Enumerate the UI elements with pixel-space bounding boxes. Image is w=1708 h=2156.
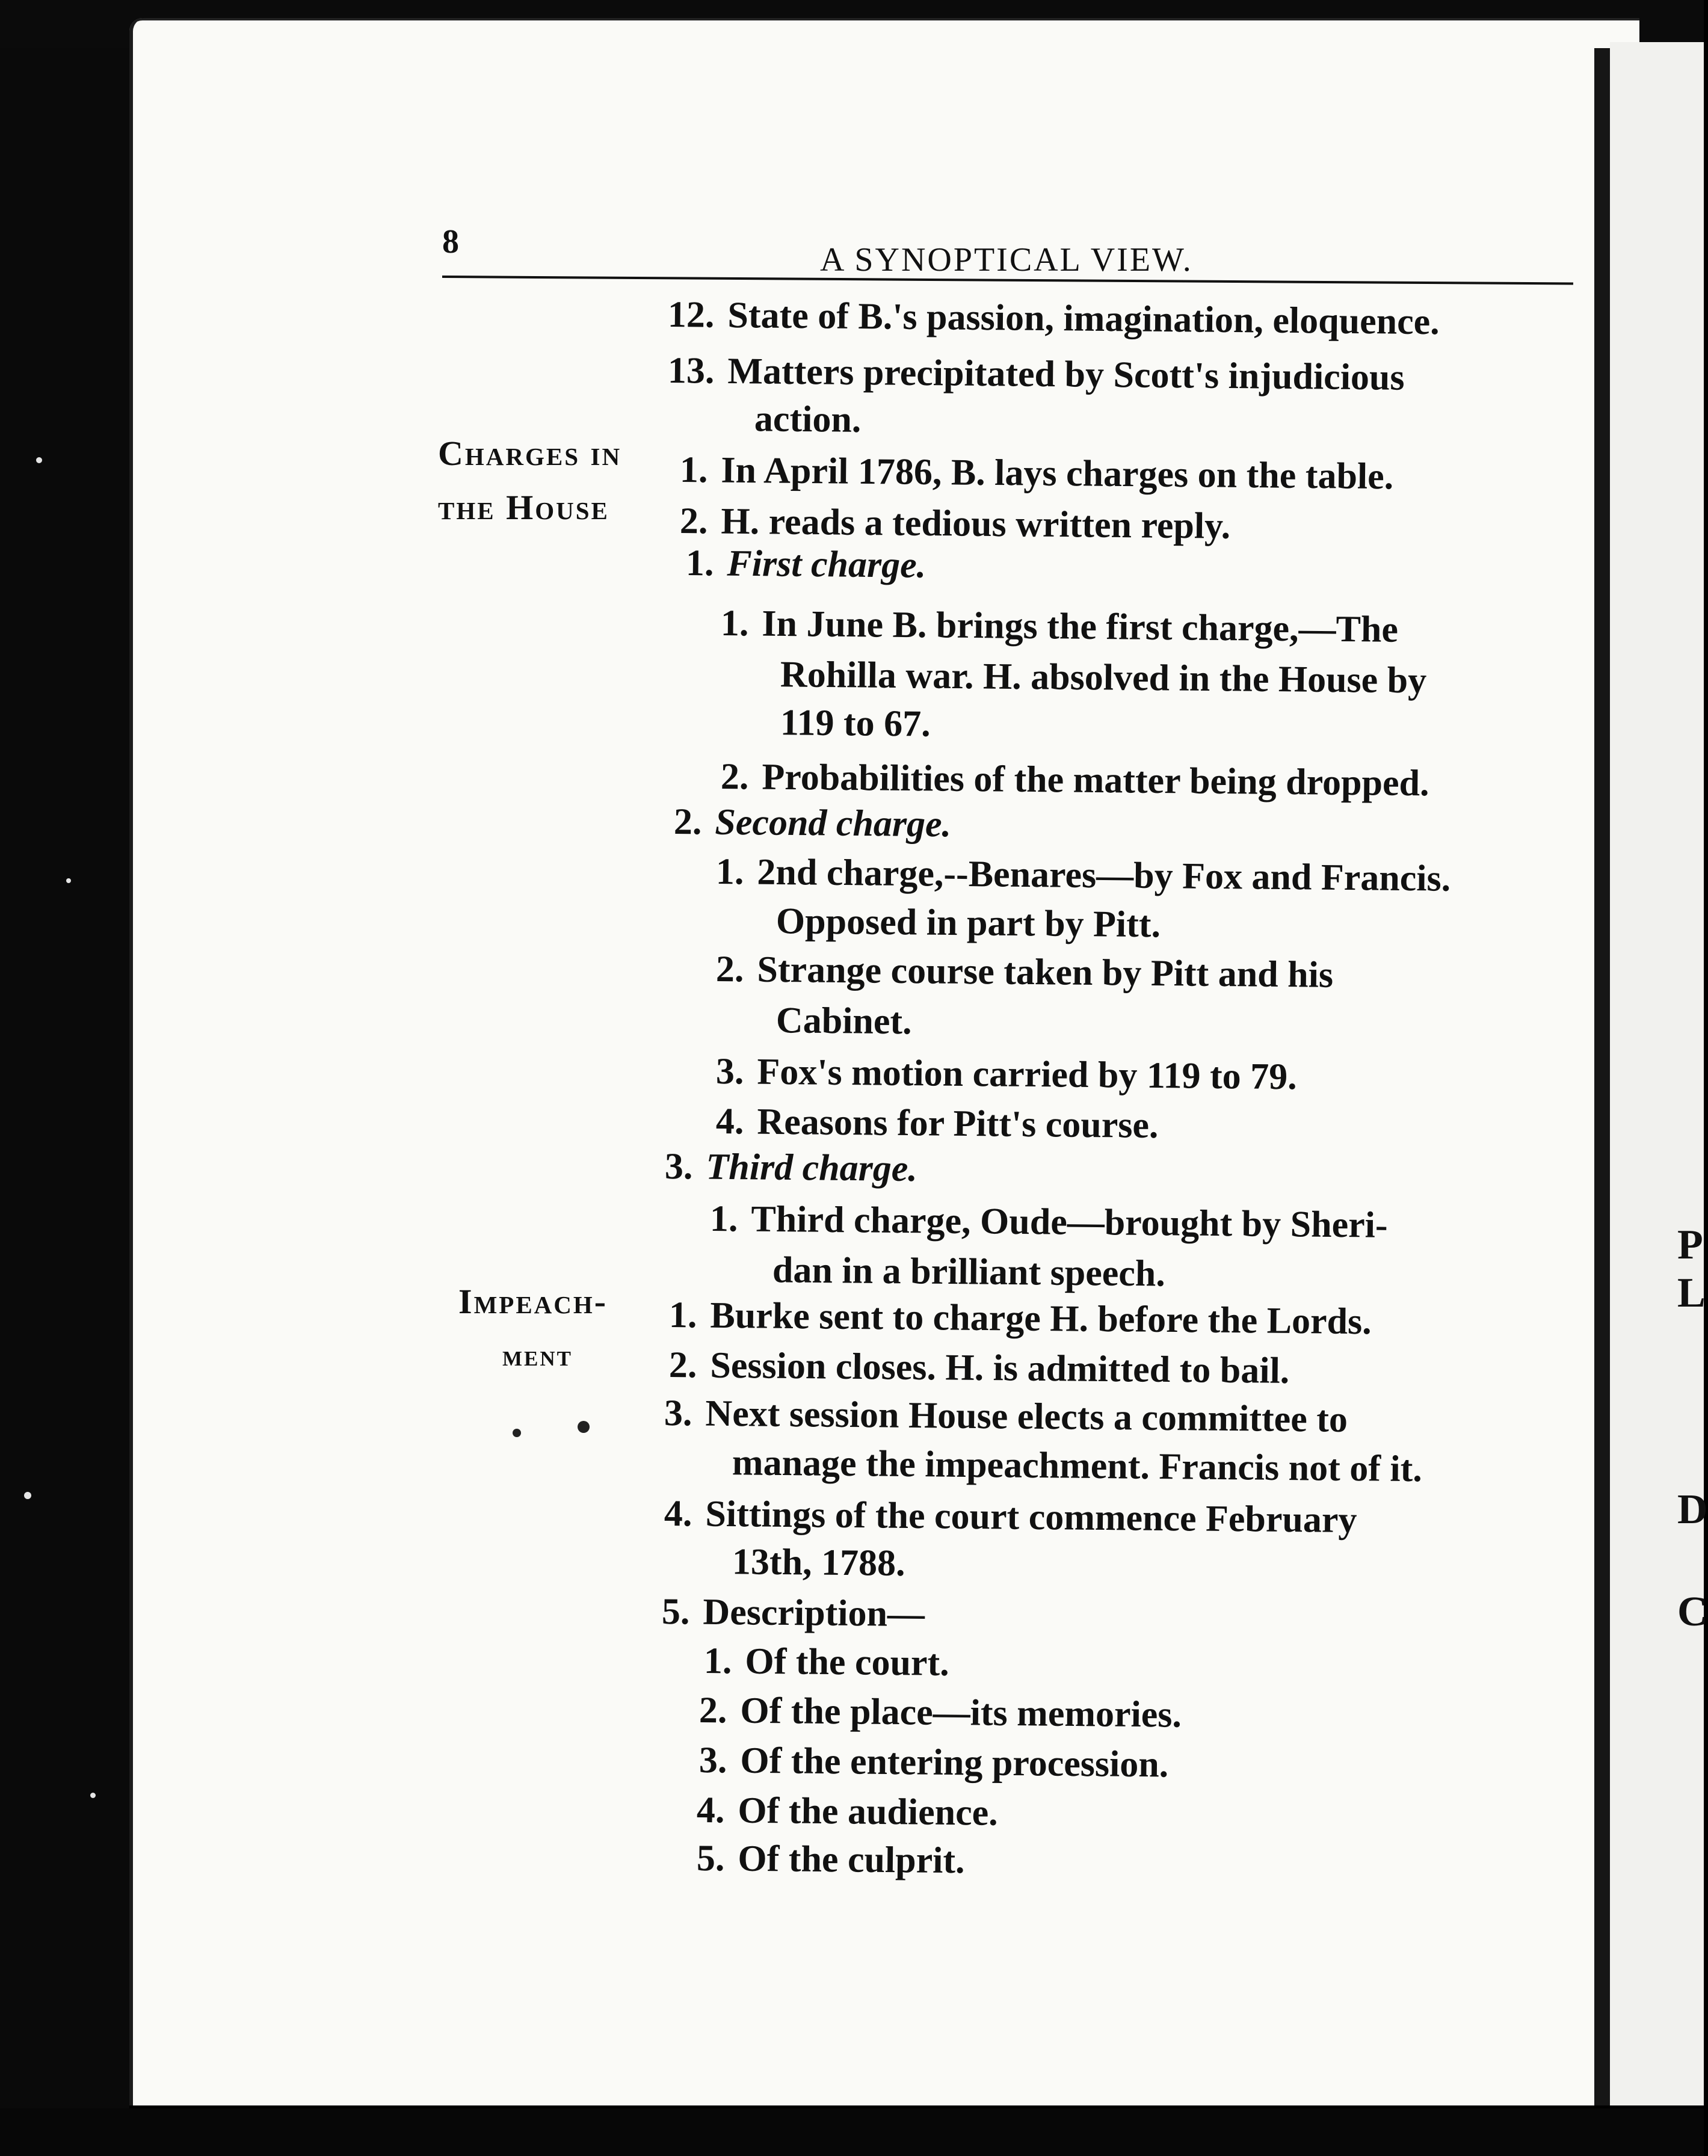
outline-line: 2. Strange course taken by Pitt and his <box>715 949 1334 996</box>
outline-line: 119 to 67. <box>780 702 931 745</box>
running-head: A SYNOPTICAL VIEW. <box>820 241 1193 279</box>
outline-line: Rohilla war. H. absolved in the House by <box>780 654 1427 701</box>
outline-line: action. <box>754 398 862 440</box>
outline-line: 1. Third charge, Oude—brought by Sheri- <box>709 1198 1388 1246</box>
outline-line: 3. Of the entering procession. <box>698 1740 1169 1785</box>
outline-line: 1. In June B. brings the first charge,—The <box>720 603 1399 650</box>
page-number: 8 <box>442 223 459 260</box>
page-gutter <box>1594 48 1610 2105</box>
outline-line: 1. Burke sent to charge H. before the Lords. <box>668 1295 1372 1343</box>
outline-line: 4. Reasons for Pitt's course. <box>715 1101 1159 1147</box>
outline-line: Cabinet. <box>775 1000 912 1043</box>
outline-line: 5. Of the culprit. <box>696 1838 965 1882</box>
outline-line: dan in a brilliant speech. <box>772 1249 1166 1295</box>
scan-background-left <box>0 0 129 2156</box>
speck <box>36 457 42 463</box>
adjacent-page-letter: C <box>1677 1589 1708 1635</box>
adjacent-page-letter: D <box>1677 1486 1708 1533</box>
outline-line: Opposed in part by Pitt. <box>775 901 1161 946</box>
ink-dot <box>578 1421 590 1433</box>
scan-background-bottom <box>0 2108 1704 2156</box>
speck <box>24 1492 31 1499</box>
outline-line: manage the impeachment. Francis not of it. <box>732 1442 1423 1490</box>
margin-heading-charges: the House <box>438 488 609 527</box>
page-header <box>442 223 1573 307</box>
outline-line: 2. Of the place—its memories. <box>698 1690 1182 1736</box>
outline-line: 1. In April 1786, B. lays charges on the table. <box>679 449 1394 497</box>
outline-heading: 1. First charge. <box>685 543 926 586</box>
outline-line: 2. H. reads a tedious written reply. <box>679 500 1231 547</box>
outline-heading: 3. Third charge. <box>664 1146 918 1190</box>
outline-line: 5. Description— <box>661 1591 925 1635</box>
outline-line: 4. Of the audience. <box>696 1790 999 1834</box>
speck <box>66 878 71 883</box>
margin-heading-impeachment: Impeach- <box>458 1282 608 1321</box>
margin-heading-impeachment: ment <box>502 1338 573 1372</box>
outline-line: 2. Session closes. H. is admitted to bail. <box>668 1344 1290 1391</box>
outline-line: 12. State of B.'s passion, imagination, eloquence. <box>667 294 1440 343</box>
outline-line: 2. Probabilities of the matter being dropped. <box>720 756 1429 804</box>
adjacent-page <box>1610 42 1704 2105</box>
adjacent-page-letter: L <box>1677 1270 1706 1316</box>
outline-line: 13. Matters precipitated by Scott's injudicious <box>667 350 1405 398</box>
speck <box>90 1793 96 1798</box>
outline-line: 4. Sittings of the court commence February <box>664 1493 1357 1541</box>
outline-line: 3. Next session House elects a committee to <box>664 1393 1348 1440</box>
ink-dot <box>513 1429 521 1437</box>
adjacent-page-letter: P <box>1677 1222 1703 1268</box>
margin-heading-charges: Charges in <box>438 434 622 473</box>
outline-line: 1. 2nd charge,--Benares—by Fox and Francis. <box>715 851 1451 899</box>
outline-line: 13th, 1788. <box>732 1541 905 1584</box>
outline-line: 1. Of the court. <box>703 1640 949 1684</box>
outline-heading: 2. Second charge. <box>673 801 952 845</box>
outline-line: 3. Fox's motion carried by 119 to 79. <box>715 1051 1298 1098</box>
